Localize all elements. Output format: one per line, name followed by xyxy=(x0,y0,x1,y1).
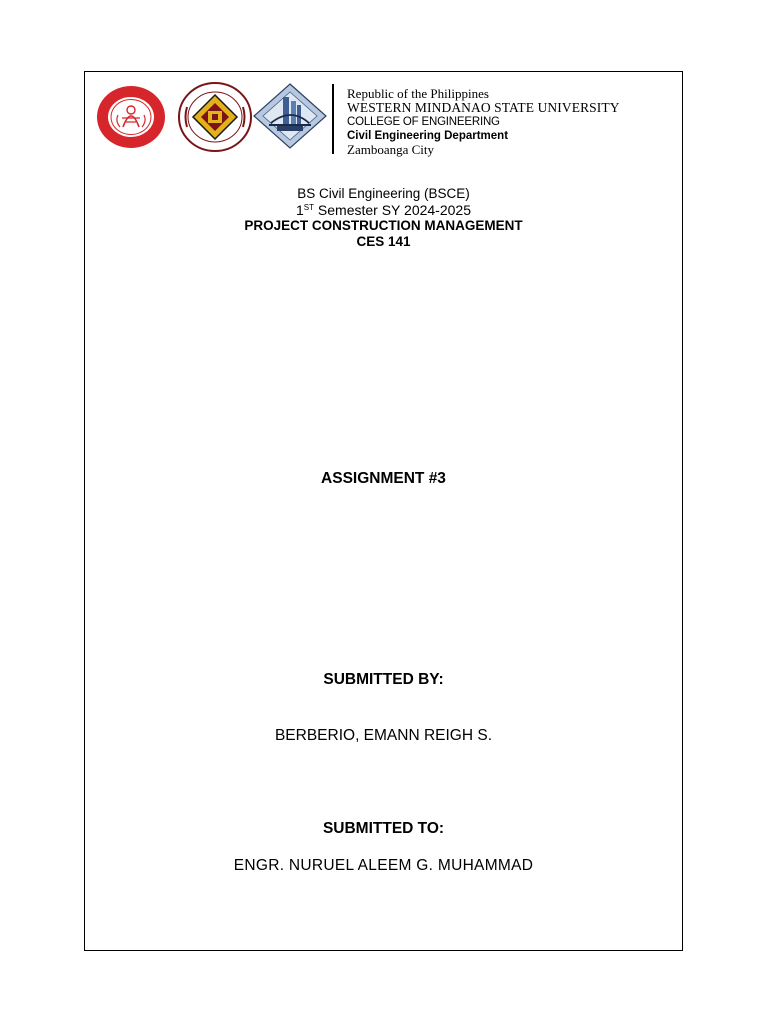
semester-text: Semester SY 2024-2025 xyxy=(314,202,471,218)
instructor-name: ENGR. NURUEL ALEEM G. MUHAMMAD xyxy=(233,857,534,874)
course-code: CES 141 xyxy=(356,234,411,249)
city-name: Zamboanga City xyxy=(347,142,435,157)
college-name: COLLEGE OF ENGINEERING xyxy=(347,116,500,128)
submitted-to-label: SUBMITTED TO: xyxy=(322,820,445,837)
course-title: PROJECT CONSTRUCTION MANAGEMENT xyxy=(244,218,523,233)
semester-line xyxy=(84,202,683,218)
program-name: BS Civil Engineering (BSCE) xyxy=(297,186,470,201)
civil-engineering-department-logo xyxy=(253,83,327,149)
college-engineering-seal-logo xyxy=(177,81,253,153)
header-divider xyxy=(332,84,334,154)
semester-ordinal: ST xyxy=(303,203,315,212)
semester-number: 1 xyxy=(296,202,304,218)
assignment-title: ASSIGNMENT #3 xyxy=(321,470,446,487)
republic-line: Republic of the Philippines xyxy=(347,86,489,101)
institution-header xyxy=(347,87,620,157)
university-name: WESTERN MINDANAO STATE UNIVERSITY xyxy=(347,100,620,115)
department-name: Civil Engineering Department xyxy=(347,130,509,142)
wmsu-seal-logo xyxy=(96,85,166,149)
student-name: BERBERIO, EMANN REIGH S. xyxy=(274,727,493,744)
submitted-by-label: SUBMITTED BY: xyxy=(323,671,444,688)
